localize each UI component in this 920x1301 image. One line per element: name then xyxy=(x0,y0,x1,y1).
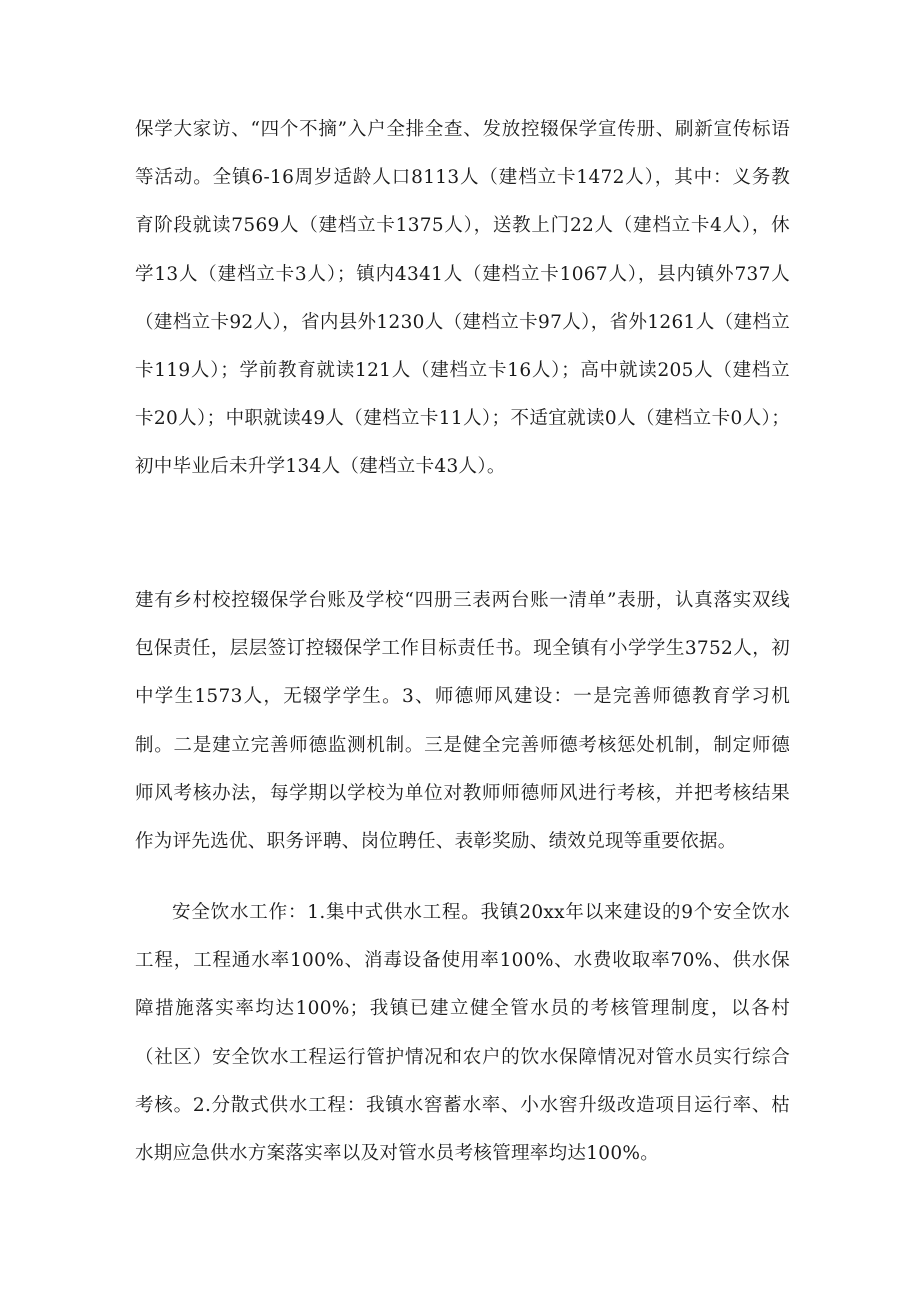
paragraph-safe-drinking-water: 安全饮水工作：1.集中式供水工程。我镇20xx年以来建设的9个安全饮水工程，工程通水率100%、消毒设备使用率100%、水费收取率70%、供水保障措施落实率均达100%；我镇已建立健全管水员的考核管理制度，以各村（社区）安全饮水工程运行管护情况和农户的饮水保障情况对管水员实行综合考核。2.分散式供水工程：我镇水窖蓄水率、小水窖升级改造项目运行率、枯水期应急供水方案落实率以及对管水员考核管理率均达100%。 xyxy=(135,902,790,1165)
paragraph-teacher-ethics: 建有乡村校控辍保学台账及学校“四册三表两台账一清单”表册，认真落实双线包保责任，层层签订控辍保学工作目标责任书。现全镇有小学学生3752人，初中学生1573人，无辍学学生。3、师德师风建设：一是完善师德教育学习机制。二是建立完善师德监测机制。三是健全完善师德考核惩处机制，制定师德师风考核办法，每学期以学校为单位对教师师德师风进行考核，并把考核结果作为评先选优、职务评聘、岗位聘任、表彰奖励、绩效兑现等重要依据。 xyxy=(135,590,790,853)
paragraph-education-statistics: 保学大家访、“四个不摘”入户全排全查、发放控辍保学宣传册、刷新宣传标语等活动。全镇6-16周岁适龄人口8113人（建档立卡1472人），其中：义务教育阶段就读7569人（建档立卡1375人），送教上门22人（建档立卡4人），休学13人（建档立卡3人）；镇内4341人（建档立卡1067人），县内镇外737人（建档立卡92人），省内县外1230人（建档立卡97人），省外1261人（建档立卡119人）；学前教育就读121人（建档立卡16人）；高中就读205人（建档立卡20人）；中职就读49人（建档立卡11人）；不适宜就读0人（建档立卡0人）；初中毕业后未升学134人（建档立卡43人）。 xyxy=(135,119,790,478)
